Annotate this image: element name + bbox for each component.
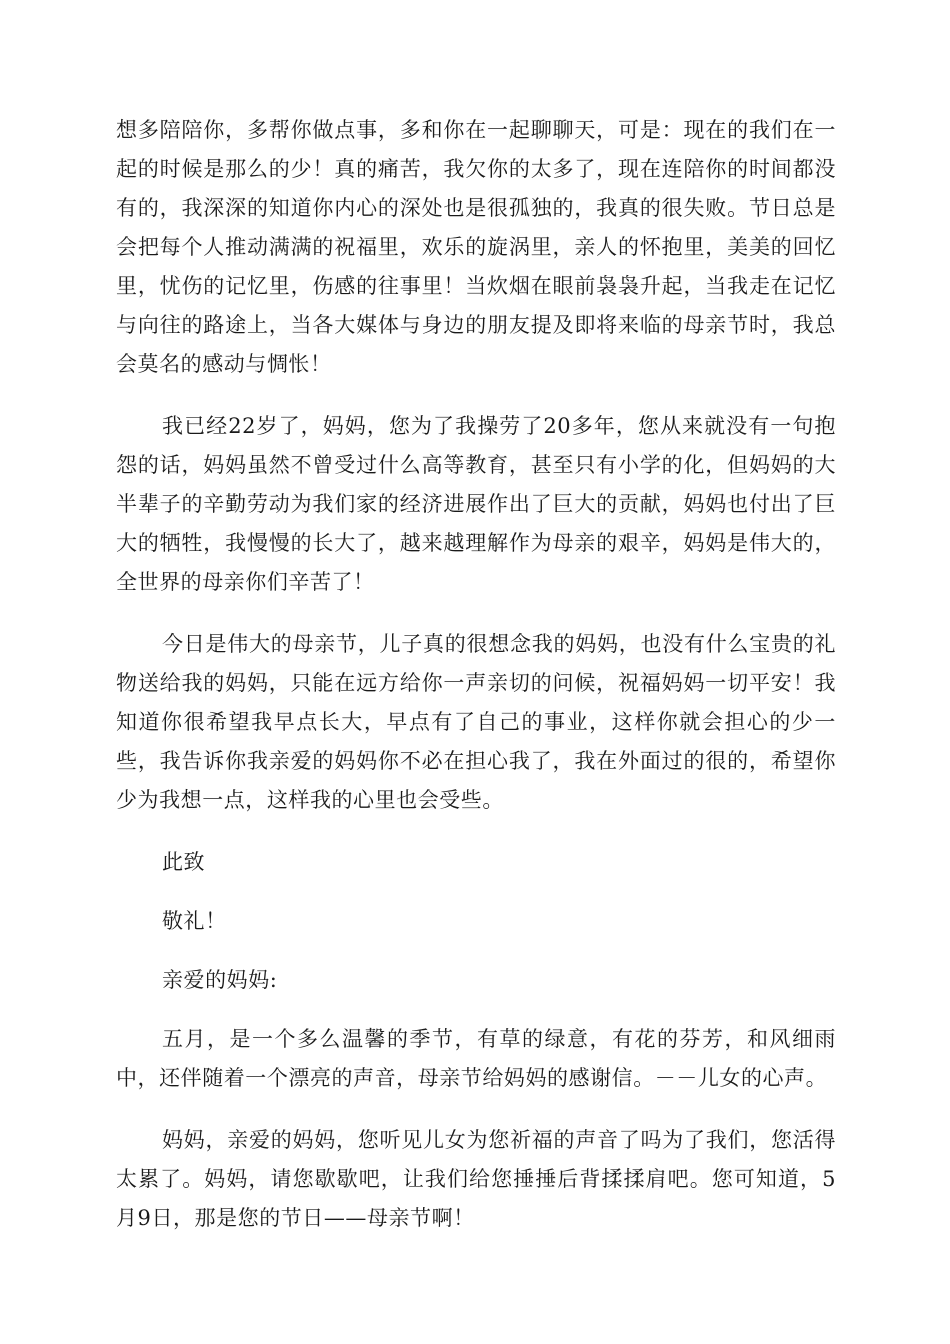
closing-regards: 敬礼！ xyxy=(162,909,227,933)
closing-salutation: 此致 xyxy=(162,850,206,874)
paragraph-3: 今日是伟大的母亲节，儿子真的很想念我的妈妈，也没有什么宝贵的礼物送给我的妈妈，只能在远方给你一声亲切的问候，祝福妈妈一切平安！我知道你很希望我早点长大，早点有了自己的事业，这样你就会担心的少一些，我告诉你我亲爱的妈妈你不必在担心我了，我在外面过的很的，希望你少为我想一点，这样我的心里也会受些。 xyxy=(116,632,836,812)
paragraph-4: 五月，是一个多么温馨的季节，有草的绿意，有花的芬芳，和风细雨中，还伴随着一个漂亮的声音，母亲节给妈妈的感谢信。－－儿女的心声。 xyxy=(116,1027,836,1090)
letter-body xyxy=(116,111,836,1238)
paragraph-1: 想多陪陪你，多帮你做点事，多和你在一起聊聊天，可是：现在的我们在一起的时候是那么的少！真的痛苦，我欠你的太多了，现在连陪你的时间都没有的，我深深的知道你内心的深处也是很孤独的，我真的很失败。节日总是会把每个人推动满满的祝福里，欢乐的旋涡里，亲人的怀抱里，美美的回忆里，忧伤的记忆里，伤感的往事里！当炊烟在眼前袅袅升起，当我走在记忆与向往的路途上，当各大媒体与身边的朋友提及即将来临的母亲节时，我总会莫名的感动与惆怅！ xyxy=(116,118,836,376)
letter-greeting: 亲爱的妈妈: xyxy=(162,968,278,992)
paragraph-2: 我已经22岁了，妈妈，您为了我操劳了20多年，您从来就没有一句抱怨的话，妈妈虽然不曾受过什么高等教育，甚至只有小学的化，但妈妈的大半辈子的辛勤劳动为我们家的经济进展作出了巨大的贡献，妈妈也付出了巨大的牺牲，我慢慢的长大了，越来越理解作为母亲的艰辛，妈妈是伟大的，全世界的母亲你们辛苦了！ xyxy=(116,414,836,594)
paragraph-5: 妈妈，亲爱的妈妈，您听见儿女为您祈福的声音了吗为了我们，您活得太累了。妈妈，请您歇歇吧，让我们给您捶捶后背揉揉肩吧。您可知道，5月9日，那是您的节日——母亲节啊！ xyxy=(116,1128,836,1230)
